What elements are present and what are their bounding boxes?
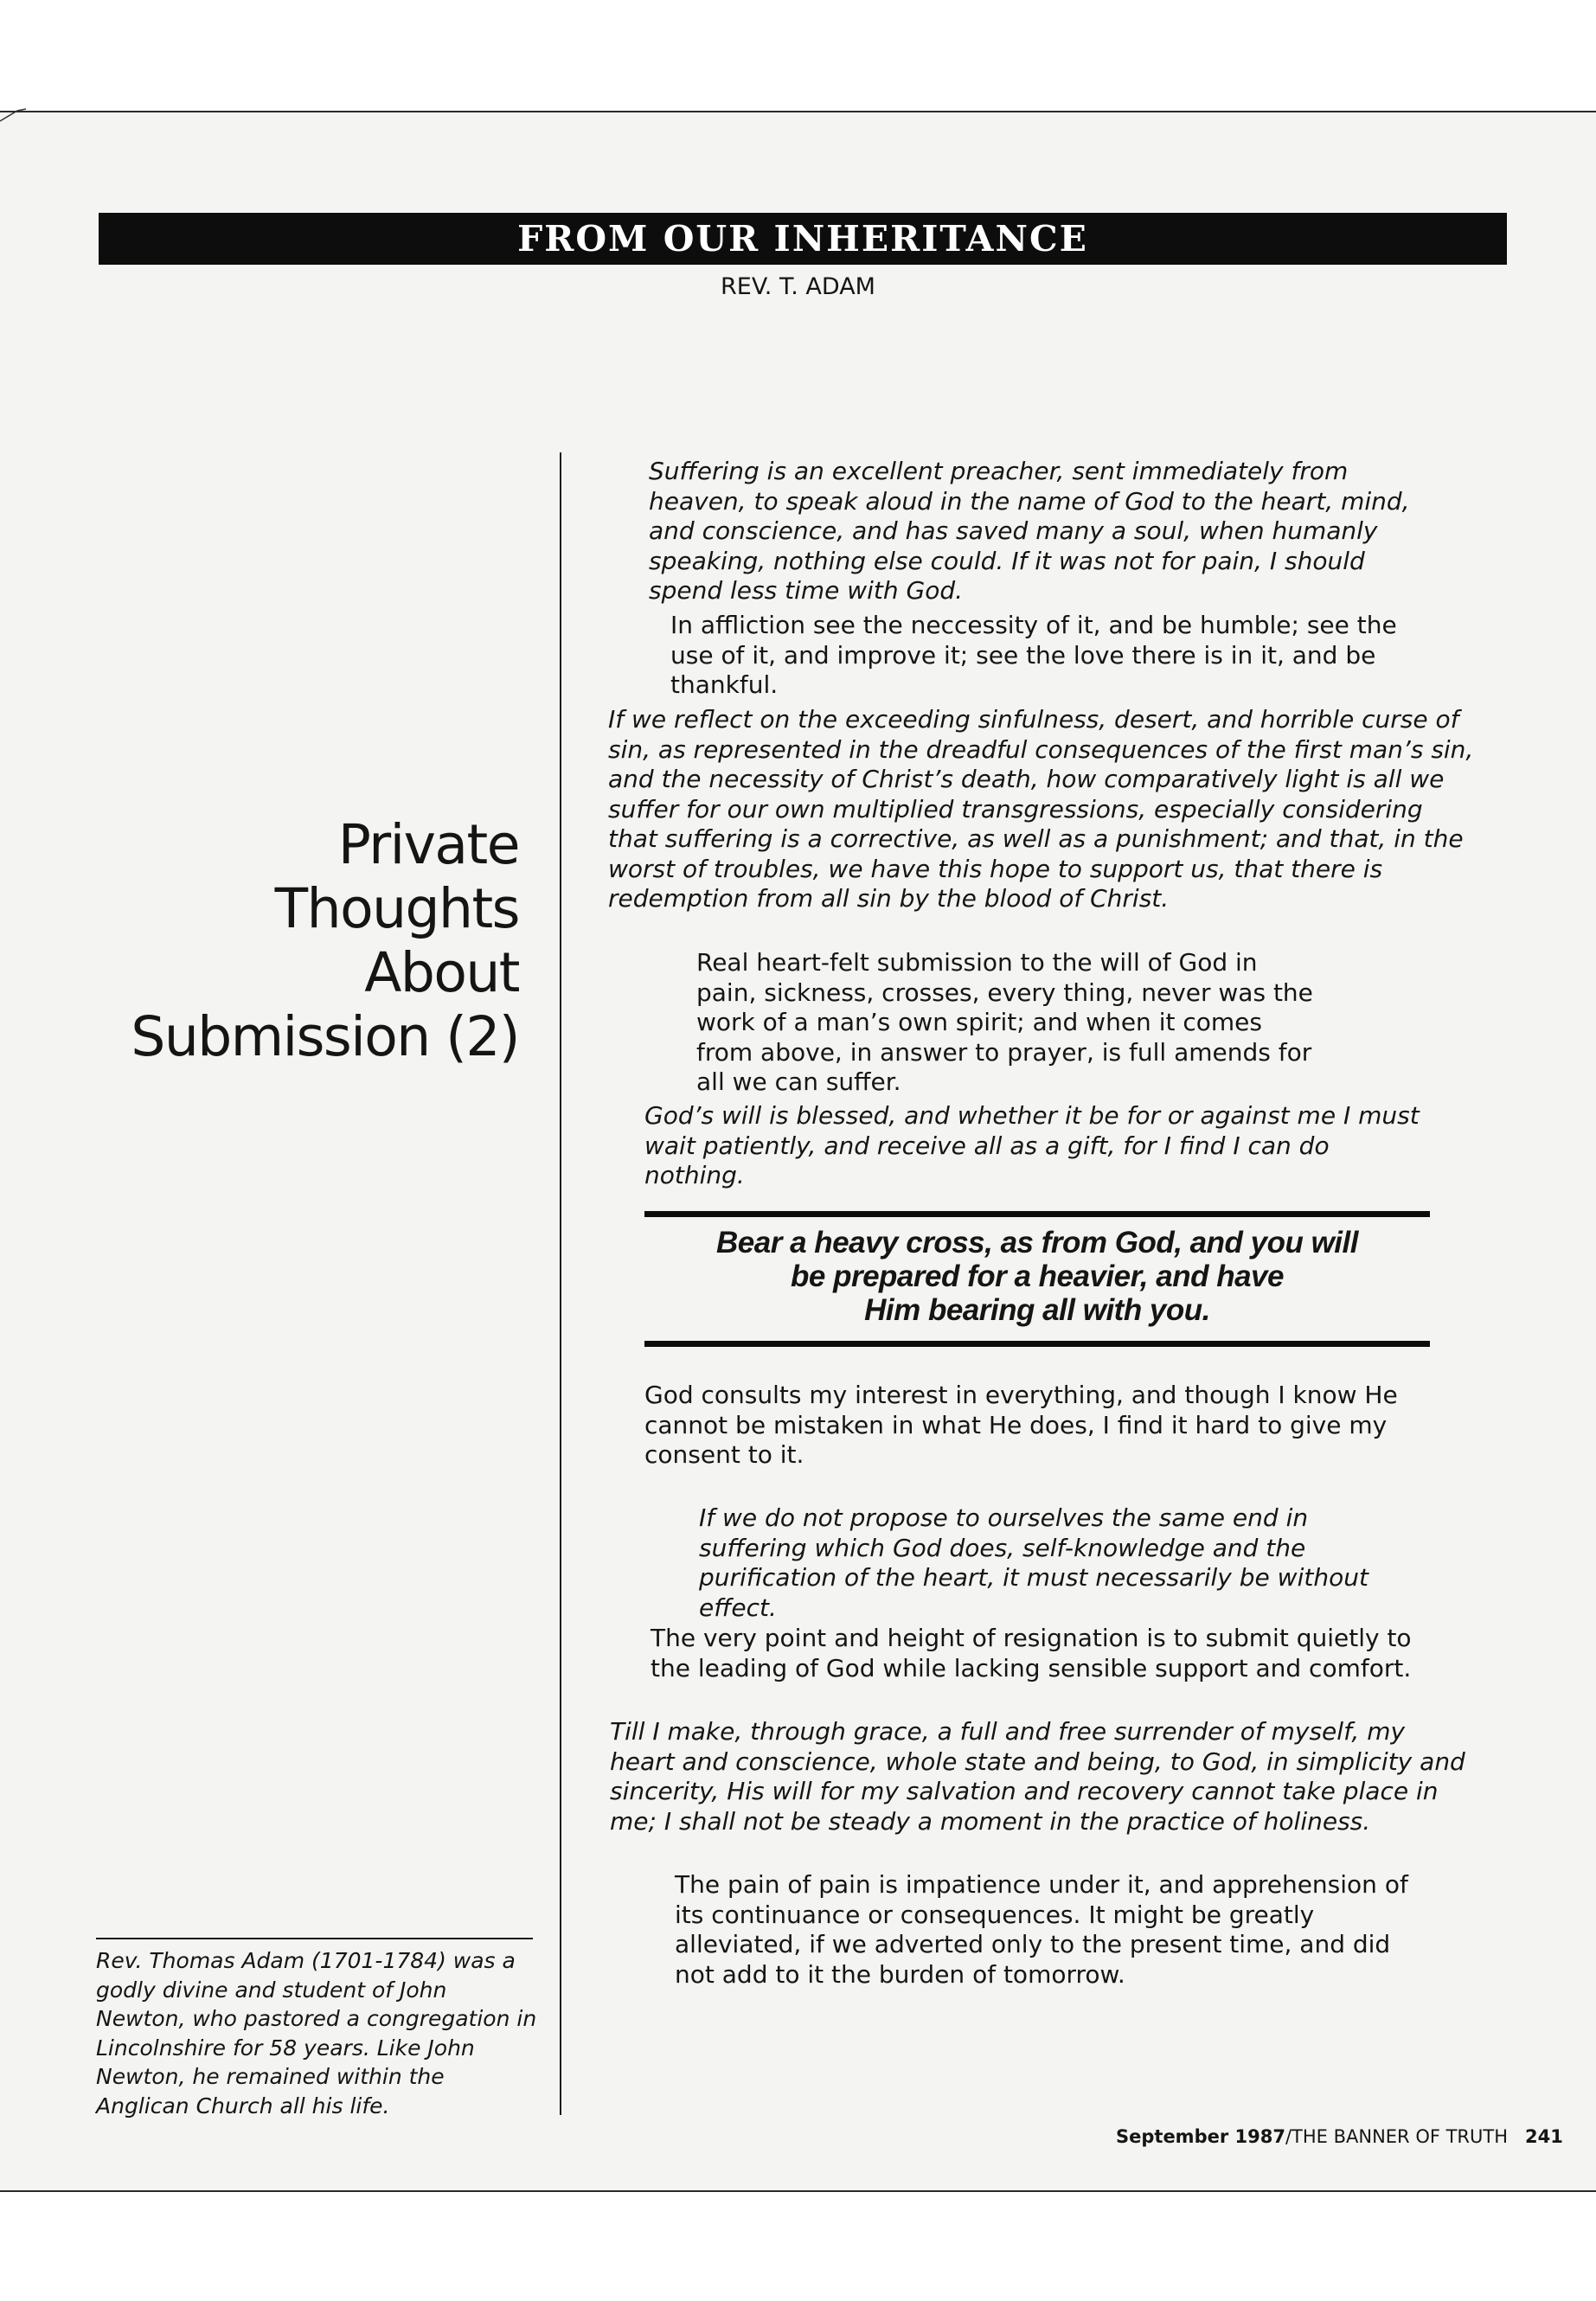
quote-paragraph: If we reflect on the exceeding sinfulness, desert, and horrible curse of sin, as represented in the dreadful consequences of the first man’s sin, and the necessity of Christ’s death, how comparatively light is all we suffer for our own multiplied transgressions, especially considering that suffering is a corrective, as well as a punishment; and that, in the worst of troubles, we have this hope to support us, that there is redemption from all sin by the blood of Christ.: [608, 705, 1474, 913]
issue-date: September 1987: [1116, 2126, 1285, 2147]
publication-name: /THE BANNER OF TRUTH: [1285, 2126, 1509, 2147]
article-title: [130, 813, 519, 1069]
quote-paragraph: If we do not propose to ourselves the same end in suffering which God does, self-knowledge and the purification of the heart, it must necessarily be without effect.: [699, 1503, 1368, 1622]
pullquote-line: Him bearing all with you.: [864, 1293, 1210, 1327]
pullquote: [644, 1226, 1430, 1327]
pullquote-line: be prepared for a heavier, and have: [791, 1259, 1284, 1293]
quote-paragraph: In affliction see the neccessity of it, and be humble; see the use of it, and improve it; see the love there is in it, and be thankful.: [670, 611, 1397, 699]
quote-paragraph: God’s will is blessed, and whether it be for or against me I must wait patiently, and receive all as a gift, for I find I can do nothing.: [644, 1101, 1420, 1189]
quote-paragraph: God consults my interest in everything, and though I know He cannot be mistaken in what He does, I find it hard to give my consent to it.: [644, 1381, 1398, 1469]
article-title-line: About: [364, 941, 519, 1004]
column-divider: [560, 452, 561, 2115]
pullquote-top-rule: [644, 1211, 1430, 1217]
article-title-line: Submission (2): [131, 1005, 519, 1068]
page-footer: [1116, 2125, 1563, 2149]
author-bio: Rev. Thomas Adam (1701-1784) was a godly divine and student of John Newton, who pastored a congregation in Lincolnshire for 58 years. Like John Newton, he remained within the Anglican Church all his life.: [96, 1948, 537, 2118]
scan-corner-mark: [0, 102, 26, 128]
section-banner: FROM OUR INHERITANCE: [99, 213, 1507, 265]
quote-paragraph: Suffering is an excellent preacher, sent immediately from heaven, to speak aloud in the name of God to the heart, mind, and conscience, and has saved many a soul, when humanly speaking, nothing else could. If it was not for pain, I should spend less time with God.: [649, 457, 1410, 605]
quote-paragraph: Till I make, through grace, a full and free surrender of myself, my heart and conscience, whole state and being, to God, in simplicity and sincerity, His will for my salvation and recovery cannot take place in me; I shall not be steady a moment in the practice of holiness.: [610, 1717, 1465, 1836]
pullquote-bottom-rule: [644, 1341, 1430, 1347]
quote-paragraph: The very point and height of resignation is to submit quietly to the leading of God while lacking sensible support and comfort.: [651, 1624, 1412, 1682]
bio-divider: [96, 1938, 533, 1939]
article-title-line: Private: [337, 813, 519, 876]
pullquote-line: Bear a heavy cross, as from God, and you will: [716, 1226, 1358, 1259]
article-title-line: Thoughts: [274, 877, 519, 940]
quote-paragraph: Real heart-felt submission to the will of God in pain, sickness, crosses, every thing, never was the work of a man’s own spirit; and when it comes from above, in answer to prayer, is full amends for all we can suffer.: [696, 948, 1313, 1096]
author-byline: REV. T. ADAM: [721, 273, 875, 300]
quote-paragraph: The pain of pain is impatience under it, and apprehension of its continuance or consequences. It might be greatly alleviated, if we adverted only to the present time, and did not add to it the burden of tomorrow.: [675, 1870, 1408, 1989]
page-number: 241: [1525, 2126, 1563, 2147]
